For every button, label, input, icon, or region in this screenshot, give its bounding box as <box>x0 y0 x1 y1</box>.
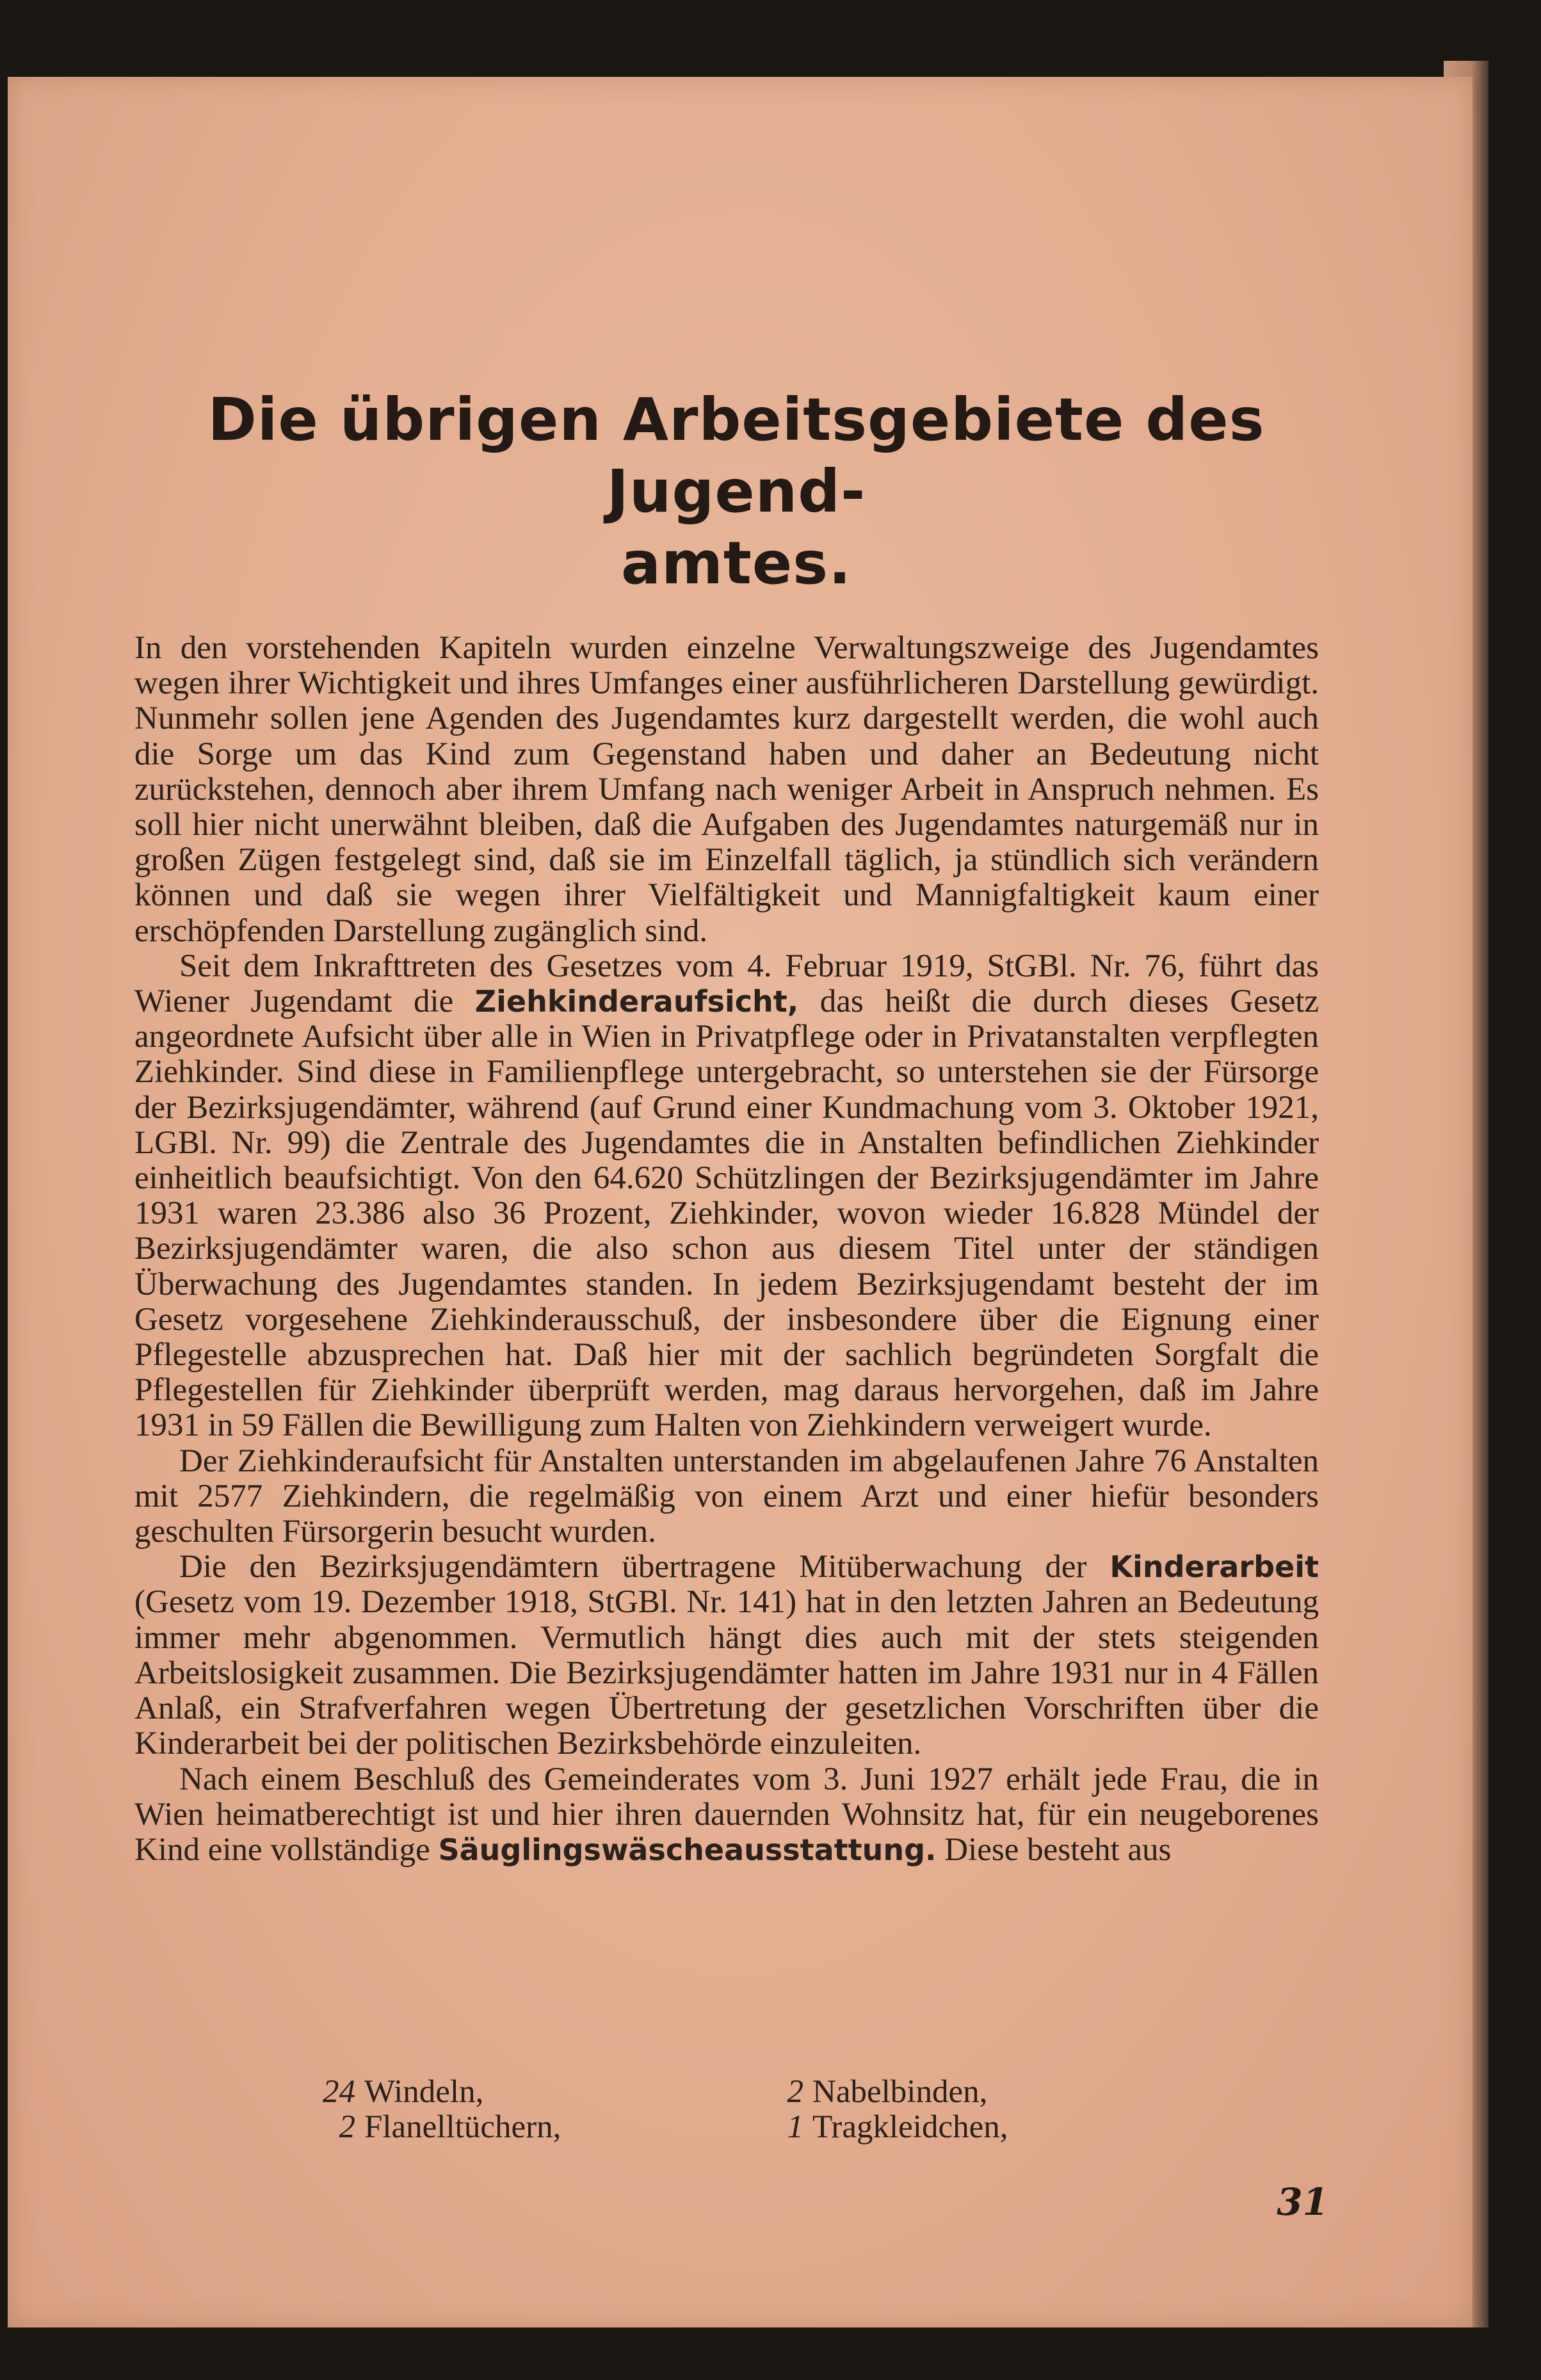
item-name: Windeln, <box>364 2074 484 2110</box>
list-row <box>320 2110 1216 2145</box>
item-quantity: 2 <box>787 2074 803 2110</box>
emphasized-term: Ziehkinderaufsicht, <box>474 984 799 1019</box>
paragraph-text: Die den Bezirksjugendämtern übertragene Mitüberwachung der <box>179 1549 1110 1585</box>
page-number: 31 <box>1277 2180 1328 2224</box>
body-text <box>134 631 1319 1868</box>
item-name: Flanelltüchern, <box>364 2109 561 2145</box>
list-row <box>320 2075 1216 2110</box>
paragraph <box>134 1444 1319 1550</box>
paragraph <box>134 949 1319 1444</box>
paragraph-text: Der Ziehkinderaufsicht für Anstalten unterstanden im abgelaufenen Jahre 76 Anstalten mit 2577 Ziehkindern, die regelmäßig von einem Arzt und einer hiefür besonders geschulten Fürsorgerin besucht wurden. <box>134 1443 1319 1550</box>
linen-list <box>320 2075 1216 2145</box>
list-item <box>768 2075 1216 2110</box>
list-item <box>768 2110 1216 2145</box>
list-item <box>320 2075 768 2110</box>
paragraph-text: Diese besteht aus <box>936 1831 1172 1868</box>
paragraph <box>134 1762 1319 1868</box>
emphasized-term: Säuglingswäscheausstattung. <box>438 1832 937 1867</box>
item-name: Tragkleidchen, <box>812 2109 1008 2145</box>
paragraph-text: In den vorstehenden Kapiteln wurden einzelne Verwaltungszweige des Jugendamtes wegen ihrer Wichtigkeit und ihres Umfanges einer ausführlicheren Darstellung gewürdigt. Nunmehr sollen jene Agenden des Jugendamtes kurz dargestellt werden, die wohl auch die Sorge um das Kind zum Gegenstand haben und daher an Bedeutung nicht zurückstehen, dennoch aber ihrem Umfang nach weniger Arbeit in Anspruch nehmen. Es soll hier nicht unerwähnt bleiben, daß die Aufgaben des Jugendamtes naturgemäß nur in großen Zügen festgelegt sind, daß sie im Einzelfall täglich, ja stündlich sich verändern können und daß sie wegen ihrer Vielfältigkeit und Mannigfaltigkeit kaum einer erschöpfenden Darstellung zugänglich sind. <box>134 630 1319 949</box>
paragraph-text: Seit dem Inkrafttreten des Gesetzes vom 4. Februar 1919, StGBl. Nr. 76, führt das Wiener Jugendamt die <box>134 948 1319 1020</box>
list-item <box>320 2110 768 2145</box>
paragraph <box>134 1550 1319 1761</box>
item-quantity: 1 <box>787 2109 803 2145</box>
item-name: Nabelbinden, <box>812 2074 988 2110</box>
chapter-title-line-1: Die übrigen Arbeitsgebiete des Jugend- <box>207 385 1265 526</box>
paragraph-text: (Gesetz vom 19. Dezember 1918, StGBl. Nr. 141) hat in den letzten Jahren an Bedeutung immer mehr abgenommen. Vermutlich hängt dies auch mit der stets steigenden Arbeitslosigkeit zusammen. Die Bezirksjugendämter hatten im Jahre 1931 nur in 4 Fällen Anlaß, ein Strafverfahren wegen Übertretung der gesetzlichen Vorschriften über die Kinderarbeit bei der politischen Bezirksbehörde einzuleiten. <box>134 1584 1319 1762</box>
chapter-title-line-2: amtes. <box>620 529 852 597</box>
item-quantity: 2 <box>339 2109 355 2145</box>
item-quantity: 24 <box>323 2074 355 2110</box>
emphasized-term: Kinderarbeit <box>1109 1550 1319 1585</box>
paragraph-text: das heißt die durch dieses Gesetz angeordnete Aufsicht über alle in Wien in Privatpflege oder in Privatanstalten verpflegten Ziehkinder. Sind diese in Familienpflege untergebracht, so unterstehen sie der Fürsorge der Bezirksjugendämter, während (auf Grund einer Kundmachung vom 3. Oktober 1921, LGBl. Nr. 99) die Zentrale des Jugendamtes die in Anstalten befindlichen Ziehkinder einheitlich beaufsichtigt. Von den 64.620 Schützlingen der Bezirksjugendämter im Jahre 1931 waren 23.386 also 36 Prozent, Ziehkinder, wovon wieder 16.828 Mündel der Bezirksjugendämter waren, die also schon aus diesem Titel unter der ständigen Überwachung des Jugendamtes standen. In jedem Bezirksjugendamt besteht der im Gesetz vorgesehene Ziehkinderausschuß, der insbesondere über die Eignung einer Pflegestelle abzusprechen hat. Daß hier mit der sachlich begründeten Sorgfalt die Pflegestellen für Ziehkinder überprüft werden, mag daraus hervorgehen, daß im Jahre 1931 in 59 Fällen die Bewilligung zum Halten von Ziehkindern verweigert wurde. <box>134 984 1319 1444</box>
paragraph-text: Nach einem Beschluß des Gemeinderates vom 3. Juni 1927 erhält jede Frau, die in Wien heimatberechtigt ist und hier ihren dauernden Wohnsitz hat, für ein neugeborenes Kind eine vollständige <box>134 1761 1319 1868</box>
chapter-title <box>112 384 1360 599</box>
paragraph <box>134 631 1319 949</box>
